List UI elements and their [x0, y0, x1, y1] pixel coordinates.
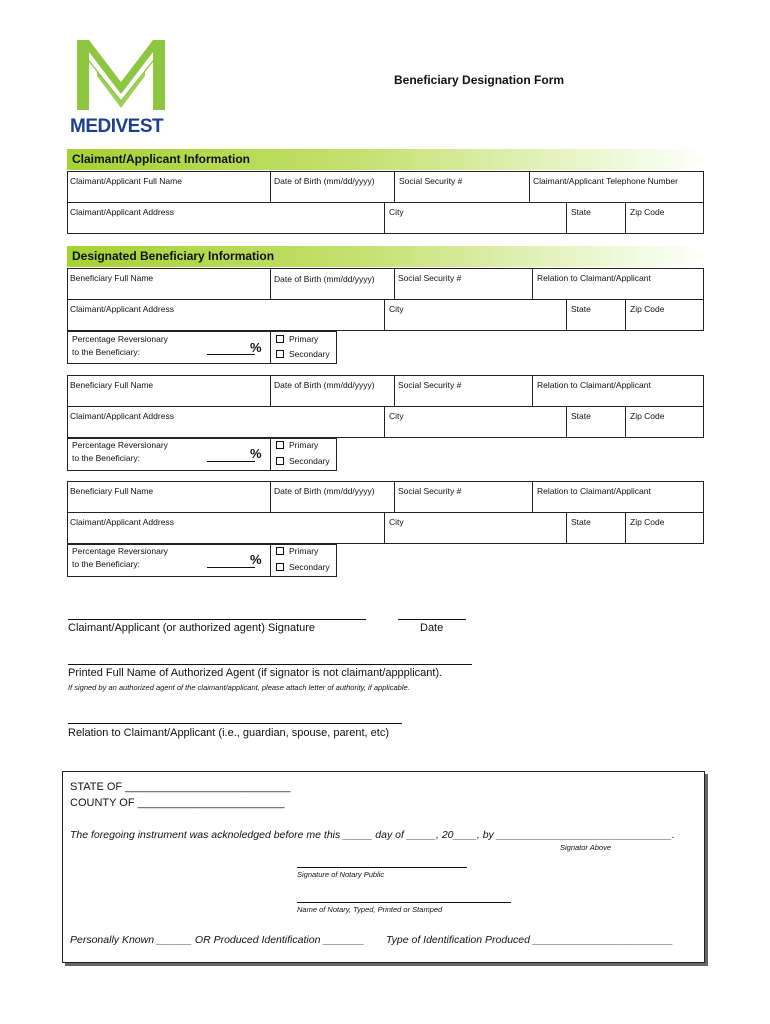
date-line[interactable]: [398, 619, 466, 620]
form-title: Beneficiary Designation Form: [394, 73, 565, 87]
notary-signature-label: Signature of Notary Public: [297, 870, 385, 879]
beneficiary-3-percentage-label: Percentage Reversionary to the Beneficiary:: [72, 546, 168, 569]
beneficiary-3-address-field[interactable]: Claimant/Applicant Address: [70, 517, 174, 527]
notary-signature-line[interactable]: [297, 867, 467, 868]
beneficiary-1-full-name-field[interactable]: Beneficiary Full Name: [70, 273, 154, 283]
beneficiary-3-ssn-field[interactable]: Social Security #: [398, 486, 462, 496]
foregoing-statement[interactable]: The foregoing instrument was acknoledged before me this _____ day of _____, 20____, by ______________________________.: [70, 829, 675, 841]
beneficiary-2-address-field[interactable]: Claimant/Applicant Address: [70, 411, 174, 421]
claimant-state-field[interactable]: State: [571, 207, 591, 217]
claimant-section-heading: Claimant/Applicant Information: [72, 152, 251, 166]
claimant-signature-line[interactable]: [68, 619, 366, 620]
beneficiary-1-primary-label: Primary: [289, 334, 319, 344]
beneficiary-3-relation-field[interactable]: Relation to Claimant/Applicant: [537, 486, 651, 496]
beneficiary-3-zip-field[interactable]: Zip Code: [630, 517, 665, 527]
beneficiary-3-percentage-input[interactable]: [207, 567, 255, 568]
beneficiary-2-ssn-field[interactable]: Social Security #: [398, 380, 462, 390]
beneficiary-3-primary-label: Primary: [289, 546, 319, 556]
printed-name-note: If signed by an authorized agent of the claimant/applicant, please attach letter of authority, if applicable.: [68, 683, 410, 692]
beneficiary-1-percentage-input[interactable]: [207, 354, 255, 355]
claimant-ssn-field[interactable]: Social Security #: [399, 176, 463, 186]
beneficiary-2-primary-label: Primary: [289, 440, 319, 450]
type-of-id-field[interactable]: Type of Identification Produced ________________________: [386, 934, 674, 946]
beneficiary-3-secondary-label: Secondary: [289, 562, 330, 572]
state-of-field[interactable]: STATE OF ___________________________: [70, 781, 291, 793]
beneficiary-3-dob-field[interactable]: Date of Birth (mm/dd/yyyy): [274, 486, 375, 496]
beneficiary-3-full-name-field[interactable]: Beneficiary Full Name: [70, 486, 154, 496]
beneficiary-2-percentage-input[interactable]: [207, 461, 255, 462]
relation-line[interactable]: [68, 723, 402, 724]
beneficiary-2-relation-field[interactable]: Relation to Claimant/Applicant: [537, 380, 651, 390]
beneficiary-1-secondary-checkbox[interactable]: [276, 350, 284, 358]
beneficiary-3-city-field[interactable]: City: [389, 517, 404, 527]
claimant-city-field[interactable]: City: [389, 207, 404, 217]
medivest-logo-text: MEDIVEST: [70, 116, 164, 137]
signator-above-label: Signator Above: [560, 843, 612, 852]
county-of-field[interactable]: COUNTY OF ________________________: [70, 797, 285, 809]
beneficiary-2-state-field[interactable]: State: [571, 411, 591, 421]
beneficiary-1-zip-field[interactable]: Zip Code: [630, 304, 665, 314]
beneficiary-2-primary-checkbox[interactable]: [276, 441, 284, 449]
beneficiary-1-secondary-label: Secondary: [289, 349, 330, 359]
beneficiary-2-dob-field[interactable]: Date of Birth (mm/dd/yyyy): [274, 380, 375, 390]
relation-label: Relation to Claimant/Applicant (i.e., guardian, spouse, parent, etc): [68, 727, 390, 739]
beneficiary-1-ssn-field[interactable]: Social Security #: [398, 273, 462, 283]
personally-known-field[interactable]: Personally Known ______ OR Produced Identification _______: [70, 934, 365, 946]
beneficiary-1-address-field[interactable]: Claimant/Applicant Address: [70, 304, 174, 314]
beneficiary-1-relation-field[interactable]: Relation to Claimant/Applicant: [537, 273, 651, 283]
beneficiary-1-percent-sign: %: [250, 340, 262, 355]
claimant-section-header: [67, 149, 704, 170]
notary-name-label: Name of Notary, Typed, Printed or Stamped: [297, 905, 443, 914]
printed-name-line[interactable]: [68, 664, 472, 665]
beneficiary-1-state-field[interactable]: State: [571, 304, 591, 314]
claimant-signature-label: Claimant/Applicant (or authorized agent) Signature: [68, 622, 316, 634]
beneficiary-section-heading: Designated Beneficiary Information: [72, 249, 275, 263]
claimant-phone-field[interactable]: Claimant/Applicant Telephone Number: [533, 176, 678, 186]
beneficiary-1-percentage-label: Percentage Reversionary to the Beneficiary:: [72, 334, 168, 357]
beneficiary-2-percent-sign: %: [250, 446, 262, 461]
beneficiary-2-secondary-label: Secondary: [289, 456, 330, 466]
beneficiary-2-percentage-label: Percentage Reversionary to the Beneficiary:: [72, 440, 168, 463]
beneficiary-3-secondary-checkbox[interactable]: [276, 563, 284, 571]
medivest-logo-mark: [75, 38, 167, 114]
printed-name-label: Printed Full Name of Authorized Agent (if signator is not claimant/appplicant).: [68, 667, 443, 679]
beneficiary-1-primary-checkbox[interactable]: [276, 335, 284, 343]
claimant-zip-field[interactable]: Zip Code: [630, 207, 665, 217]
claimant-address-field[interactable]: Claimant/Applicant Address: [70, 207, 174, 217]
claimant-full-name-field[interactable]: Claimant/Applicant Full Name: [70, 176, 182, 186]
beneficiary-2-secondary-checkbox[interactable]: [276, 457, 284, 465]
beneficiary-2-city-field[interactable]: City: [389, 411, 404, 421]
beneficiary-3-percent-sign: %: [250, 552, 262, 567]
beneficiary-2-zip-field[interactable]: Zip Code: [630, 411, 665, 421]
claimant-dob-field[interactable]: Date of Birth (mm/dd/yyyy): [274, 176, 375, 186]
beneficiary-3-state-field[interactable]: State: [571, 517, 591, 527]
notary-name-line[interactable]: [297, 902, 511, 903]
beneficiary-3-primary-checkbox[interactable]: [276, 547, 284, 555]
beneficiary-section-header: [67, 246, 704, 267]
date-label: Date: [420, 622, 444, 634]
beneficiary-1-dob-field[interactable]: Date of Birth (mm/dd/yyyy): [274, 274, 375, 284]
beneficiary-2-full-name-field[interactable]: Beneficiary Full Name: [70, 380, 154, 390]
beneficiary-1-city-field[interactable]: City: [389, 304, 404, 314]
